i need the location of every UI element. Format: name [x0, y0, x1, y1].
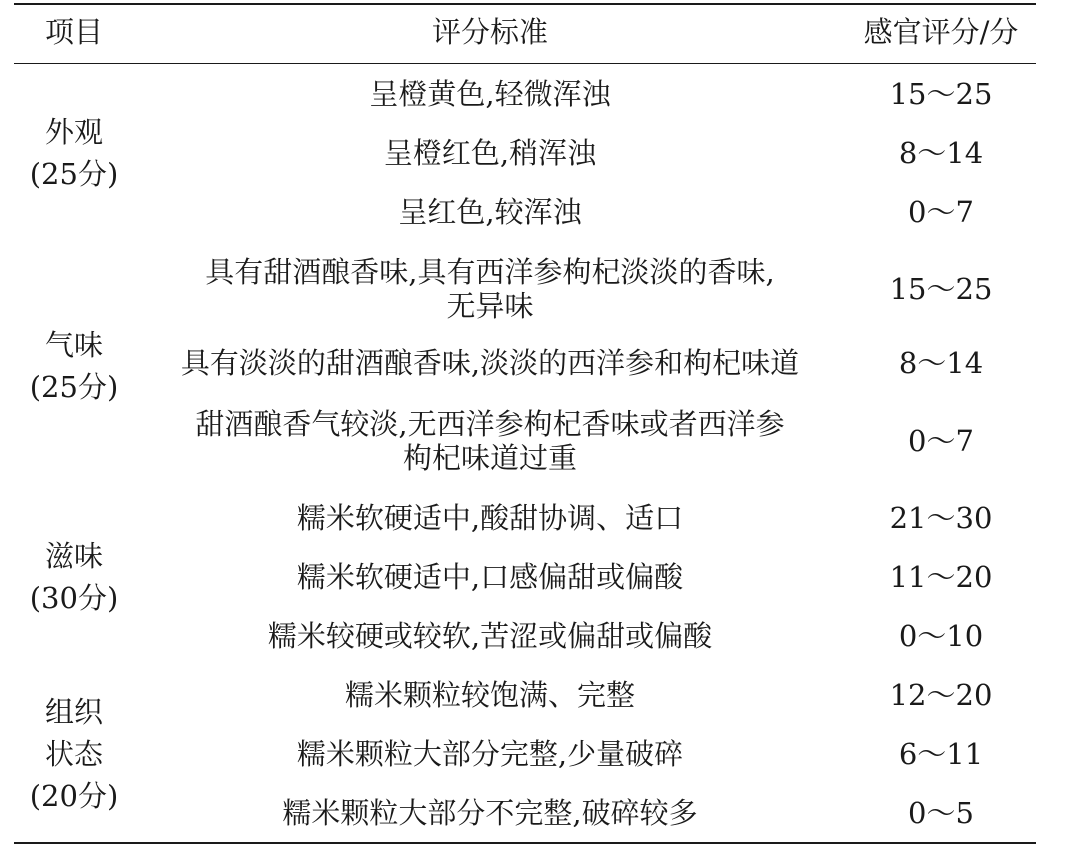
score-cell: 0～5 — [908, 795, 974, 830]
score-cell: 8～14 — [898, 135, 984, 170]
score-cell: 15～25 — [889, 272, 993, 306]
criterion-cell — [134, 606, 846, 665]
criterion-text: 具有甜酒酿香味,具有西洋参枸杞淡淡的香味, — [205, 255, 775, 289]
criterion-text: 甜酒酿香气较淡,无西洋参枸杞香味或者西洋参 — [195, 407, 785, 441]
criterion-cell — [134, 547, 846, 606]
criterion-text: 枸杞味道过重 — [402, 441, 577, 475]
score-cell: 0～7 — [908, 194, 974, 229]
category-name-line: 状态 — [44, 736, 103, 771]
criterion-cell — [134, 488, 846, 547]
criterion-text: 具有淡淡的甜酒酿香味,淡淡的西洋参和枸杞味道 — [180, 346, 800, 380]
score-cell: 6～11 — [898, 736, 984, 771]
criterion-text: 呈橙黄色,轻微浑浊 — [369, 76, 611, 111]
criterion-cell — [134, 724, 846, 783]
criterion-text: 糯米颗粒较饱满、完整 — [344, 677, 635, 712]
criterion-cell — [134, 246, 846, 332]
criterion-cell — [134, 397, 846, 485]
score-cell: 0～7 — [908, 424, 974, 458]
category-weight: (25分) — [29, 370, 119, 404]
table-bottom-rule — [14, 842, 1036, 844]
category-weight: (25分) — [29, 156, 119, 191]
score-cell: 15～25 — [889, 76, 993, 111]
criterion-text: 无异味 — [446, 289, 534, 323]
criterion-cell — [134, 332, 846, 394]
header-score: 感官评分/分 — [863, 15, 1019, 49]
score-cell: 11～20 — [889, 559, 993, 594]
table-top-rule — [14, 3, 1036, 5]
criterion-text: 糯米软硬适中,酸甜协调、适口 — [296, 500, 684, 535]
category-appearance — [14, 64, 134, 241]
score-cell: 8～14 — [898, 346, 984, 380]
category-taste — [14, 488, 134, 665]
criterion-text: 呈橙红色,稍浑浊 — [383, 135, 597, 170]
criterion-cell — [134, 123, 846, 182]
criterion-cell — [134, 783, 846, 842]
category-aroma — [14, 241, 134, 491]
category-name-line: 组织 — [44, 694, 103, 729]
score-cell: 21～30 — [889, 500, 993, 535]
criterion-cell — [134, 665, 846, 724]
score-cell: 0～10 — [898, 618, 984, 653]
category-texture — [14, 665, 134, 842]
criterion-text: 糯米颗粒大部分完整,少量破碎 — [296, 736, 684, 771]
category-name: 气味 — [44, 328, 103, 362]
header-item: 项目 — [44, 15, 103, 49]
criterion-text: 糯米较硬或较软,苦涩或偏甜或偏酸 — [267, 618, 713, 653]
criterion-text: 糯米软硬适中,口感偏甜或偏酸 — [296, 559, 684, 594]
criterion-cell — [134, 182, 846, 241]
category-name: 滋味 — [44, 538, 103, 573]
criterion-cell — [134, 64, 846, 123]
criterion-text: 呈红色,较浑浊 — [398, 194, 582, 229]
header-criteria: 评分标准 — [431, 15, 548, 49]
score-cell: 12～20 — [889, 677, 993, 712]
category-weight: (30分) — [29, 580, 119, 615]
criterion-text: 糯米颗粒大部分不完整,破碎较多 — [282, 795, 698, 830]
category-weight: (20分) — [29, 778, 119, 813]
category-name: 外观 — [44, 114, 103, 149]
